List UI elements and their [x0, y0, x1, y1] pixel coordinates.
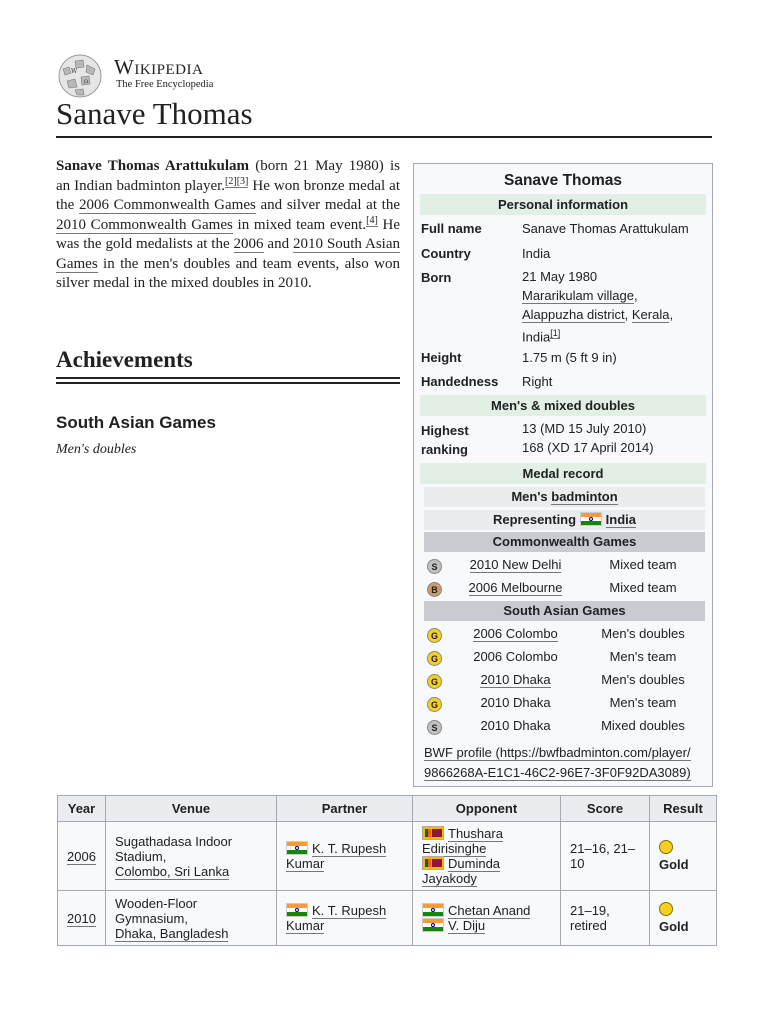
- bronze-medal-icon: B: [427, 582, 442, 597]
- india-flag-icon: [286, 903, 308, 917]
- ranking-label: Highest ranking: [421, 423, 469, 457]
- intro-paragraph: Sanave Thomas Arattukulam (born 21 May 1980) is an Indian badminton player.[2][3] He won bronze medal at the 2006 Commonwealth Games and silver medal at the 2010 Commonwealth Games in mixed team event.[4] He was the gold medalists at the 2006 and 2010 South Asian Games in the men's doubles and team events, also won silver medal in the mixed doubles in 2010.: [56, 158, 401, 291]
- link-badminton[interactable]: badminton: [551, 489, 618, 504]
- link-kerala[interactable]: Kerala: [631, 307, 670, 322]
- bwf-profile-link[interactable]: BWF profile (https://bwfbadminton.com/player/ 9866268A-E1C1-46C2-96E7-3F0F92DA3089): [424, 745, 691, 780]
- opponent-cell: [413, 891, 561, 946]
- achievements-divider: [56, 377, 400, 379]
- india-flag-icon: [422, 903, 444, 917]
- commonwealth-games-section: Commonwealth Games: [424, 532, 705, 552]
- silver-medal-icon: S: [427, 559, 442, 574]
- india-flag-icon: [422, 918, 444, 932]
- link-2010-south-asian-games[interactable]: 2010 South Asian Games: [56, 236, 400, 272]
- south-asian-games-section: South Asian Games: [424, 601, 705, 621]
- medal-event[interactable]: 2010 Dhaka: [480, 672, 551, 687]
- handedness-value: Right: [522, 374, 553, 389]
- medal-team: Men's team: [609, 649, 677, 664]
- svg-text:Ω: Ω: [84, 79, 89, 85]
- medal-event[interactable]: 2006 Melbourne: [468, 580, 563, 595]
- partner-cell: K. T. Rupesh Kumar: [277, 822, 413, 891]
- medal-team: Men's doubles: [601, 626, 685, 641]
- gold-medal-icon: [659, 902, 673, 916]
- venue-cell: Wooden-Floor Gymnasium, Dhaka, Bangladesh: [106, 891, 277, 946]
- opponent-link[interactable]: V. Diju: [448, 918, 486, 933]
- partner-link[interactable]: K. T. Rupesh: [312, 903, 387, 918]
- link-2006[interactable]: 2006: [233, 236, 264, 252]
- sri-lanka-flag-icon: [422, 856, 444, 870]
- citation-1[interactable]: [1]: [550, 328, 561, 338]
- ranking-xd: 168 (XD 17 April 2014): [522, 440, 654, 455]
- citation-2-3[interactable]: [2][3]: [225, 175, 249, 187]
- table-row: [58, 822, 717, 891]
- gold-medal-icon: G: [427, 628, 442, 643]
- born-country: India: [522, 329, 551, 345]
- link-india[interactable]: India: [605, 512, 637, 527]
- results-table: [57, 795, 717, 946]
- page-title: Sanave Thomas: [56, 96, 253, 131]
- medal-event: 2010 Dhaka: [480, 695, 551, 710]
- medal-team: Men's team: [609, 695, 677, 710]
- title-divider: [56, 136, 712, 138]
- year-link[interactable]: 2010: [67, 910, 96, 926]
- mens-badminton-row: Men's badminton: [424, 487, 705, 507]
- height-label: Height: [421, 350, 462, 365]
- score-cell: 21–19, retired: [561, 891, 650, 946]
- country-value: India: [522, 246, 551, 261]
- sri-lanka-flag-icon: [422, 826, 444, 840]
- india-flag-icon: [286, 841, 308, 855]
- col-year: Year: [58, 796, 106, 822]
- mens-doubles-caption: Men's doubles: [56, 442, 137, 457]
- opponent-cell: Thushara Edirisinghe Duminda Jayakody: [413, 822, 561, 891]
- partner-cell: K. T. Rupesh Kumar: [277, 891, 413, 946]
- south-asian-games-heading: South Asian Games: [56, 413, 216, 432]
- link-alappuzha-district[interactable]: Alappuzha district: [522, 307, 625, 322]
- link-2006-commonwealth-games[interactable]: 2006 Commonwealth Games: [79, 197, 256, 213]
- col-venue: Venue: [106, 796, 277, 822]
- ranking-md: 13 (MD 15 July 2010): [522, 421, 647, 436]
- svg-text:W: W: [71, 68, 78, 75]
- medal-team: Mixed team: [609, 580, 677, 595]
- gold-medal-icon: [659, 840, 673, 854]
- medal-event: 2006 Colombo: [473, 649, 558, 664]
- opponent-link[interactable]: Duminda: [448, 856, 501, 871]
- venue-link[interactable]: Dhaka, Bangladesh: [115, 925, 229, 941]
- col-score: Score: [561, 796, 650, 822]
- achievements-divider-second: [56, 382, 400, 384]
- gold-medal-icon: G: [427, 697, 442, 712]
- medal-event[interactable]: 2006 Colombo: [473, 626, 558, 641]
- result-cell: Gold: [650, 891, 717, 946]
- gold-medal-icon: G: [427, 674, 442, 689]
- medal-record-band: Medal record: [420, 463, 706, 484]
- medal-team: Mixed team: [609, 557, 677, 572]
- ranking-value: [522, 419, 654, 457]
- height-value: 1.75 m (5 ft 9 in): [522, 350, 617, 365]
- full-name-label: Full name: [421, 221, 482, 236]
- intro-subject-name: Sanave Thomas Arattukulam: [56, 158, 249, 174]
- born-value: 21 May 1980 Mararikulam village, Alappuzha district, Kerala, India[1]: [522, 267, 702, 346]
- table-header-row: [58, 796, 717, 822]
- table-row: [58, 891, 717, 946]
- infobox: [413, 163, 713, 787]
- venue-link[interactable]: Colombo, Sri Lanka: [115, 863, 230, 879]
- venue-cell: Sugathadasa Indoor Stadium, Colombo, Sri Lanka: [106, 822, 277, 891]
- achievements-heading: Achievements: [56, 347, 193, 372]
- india-flag-icon: [580, 512, 602, 526]
- col-partner: Partner: [277, 796, 413, 822]
- score-cell: 21–16, 21– 10: [561, 822, 650, 891]
- opponent-link[interactable]: Chetan Anand: [448, 903, 531, 918]
- medal-team: Men's doubles: [601, 672, 685, 687]
- citation-4[interactable]: [4]: [366, 214, 378, 226]
- doubles-band: Men's & mixed doubles: [420, 395, 706, 416]
- wikipedia-wordmark[interactable]: Wikipedia: [114, 55, 204, 79]
- gold-medal-icon: G: [427, 651, 442, 666]
- handedness-label: Handedness: [421, 374, 499, 389]
- medal-event: 2010 Dhaka: [480, 718, 551, 733]
- born-label: Born: [421, 270, 452, 285]
- personal-information-band: Personal information: [420, 194, 706, 215]
- col-opponent: Opponent: [413, 796, 561, 822]
- silver-medal-icon: S: [427, 720, 442, 735]
- full-name-value: Sanave Thomas Arattukulam: [522, 221, 689, 236]
- wikipedia-tagline: The Free Encyclopedia: [116, 79, 214, 90]
- col-result: Result: [650, 796, 717, 822]
- link-2010-commonwealth-games[interactable]: 2010 Commonwealth Games: [56, 216, 233, 233]
- partner-link[interactable]: K. T. Rupesh: [312, 841, 387, 856]
- infobox-title: Sanave Thomas: [503, 172, 623, 189]
- link-mararikulam[interactable]: Mararikulam village: [522, 288, 634, 303]
- result-cell: Gold: [650, 822, 717, 891]
- country-label: Country: [421, 246, 471, 261]
- born-date: 21 May 1980: [522, 269, 598, 284]
- year-link[interactable]: 2006: [67, 848, 96, 864]
- medal-event[interactable]: 2010 New Delhi: [469, 557, 562, 572]
- representing-row: Representing India: [424, 510, 705, 530]
- wikipedia-globe-logo[interactable]: [55, 53, 105, 99]
- medal-team: Mixed doubles: [601, 718, 685, 733]
- opponent-link[interactable]: Thushara: [448, 826, 503, 841]
